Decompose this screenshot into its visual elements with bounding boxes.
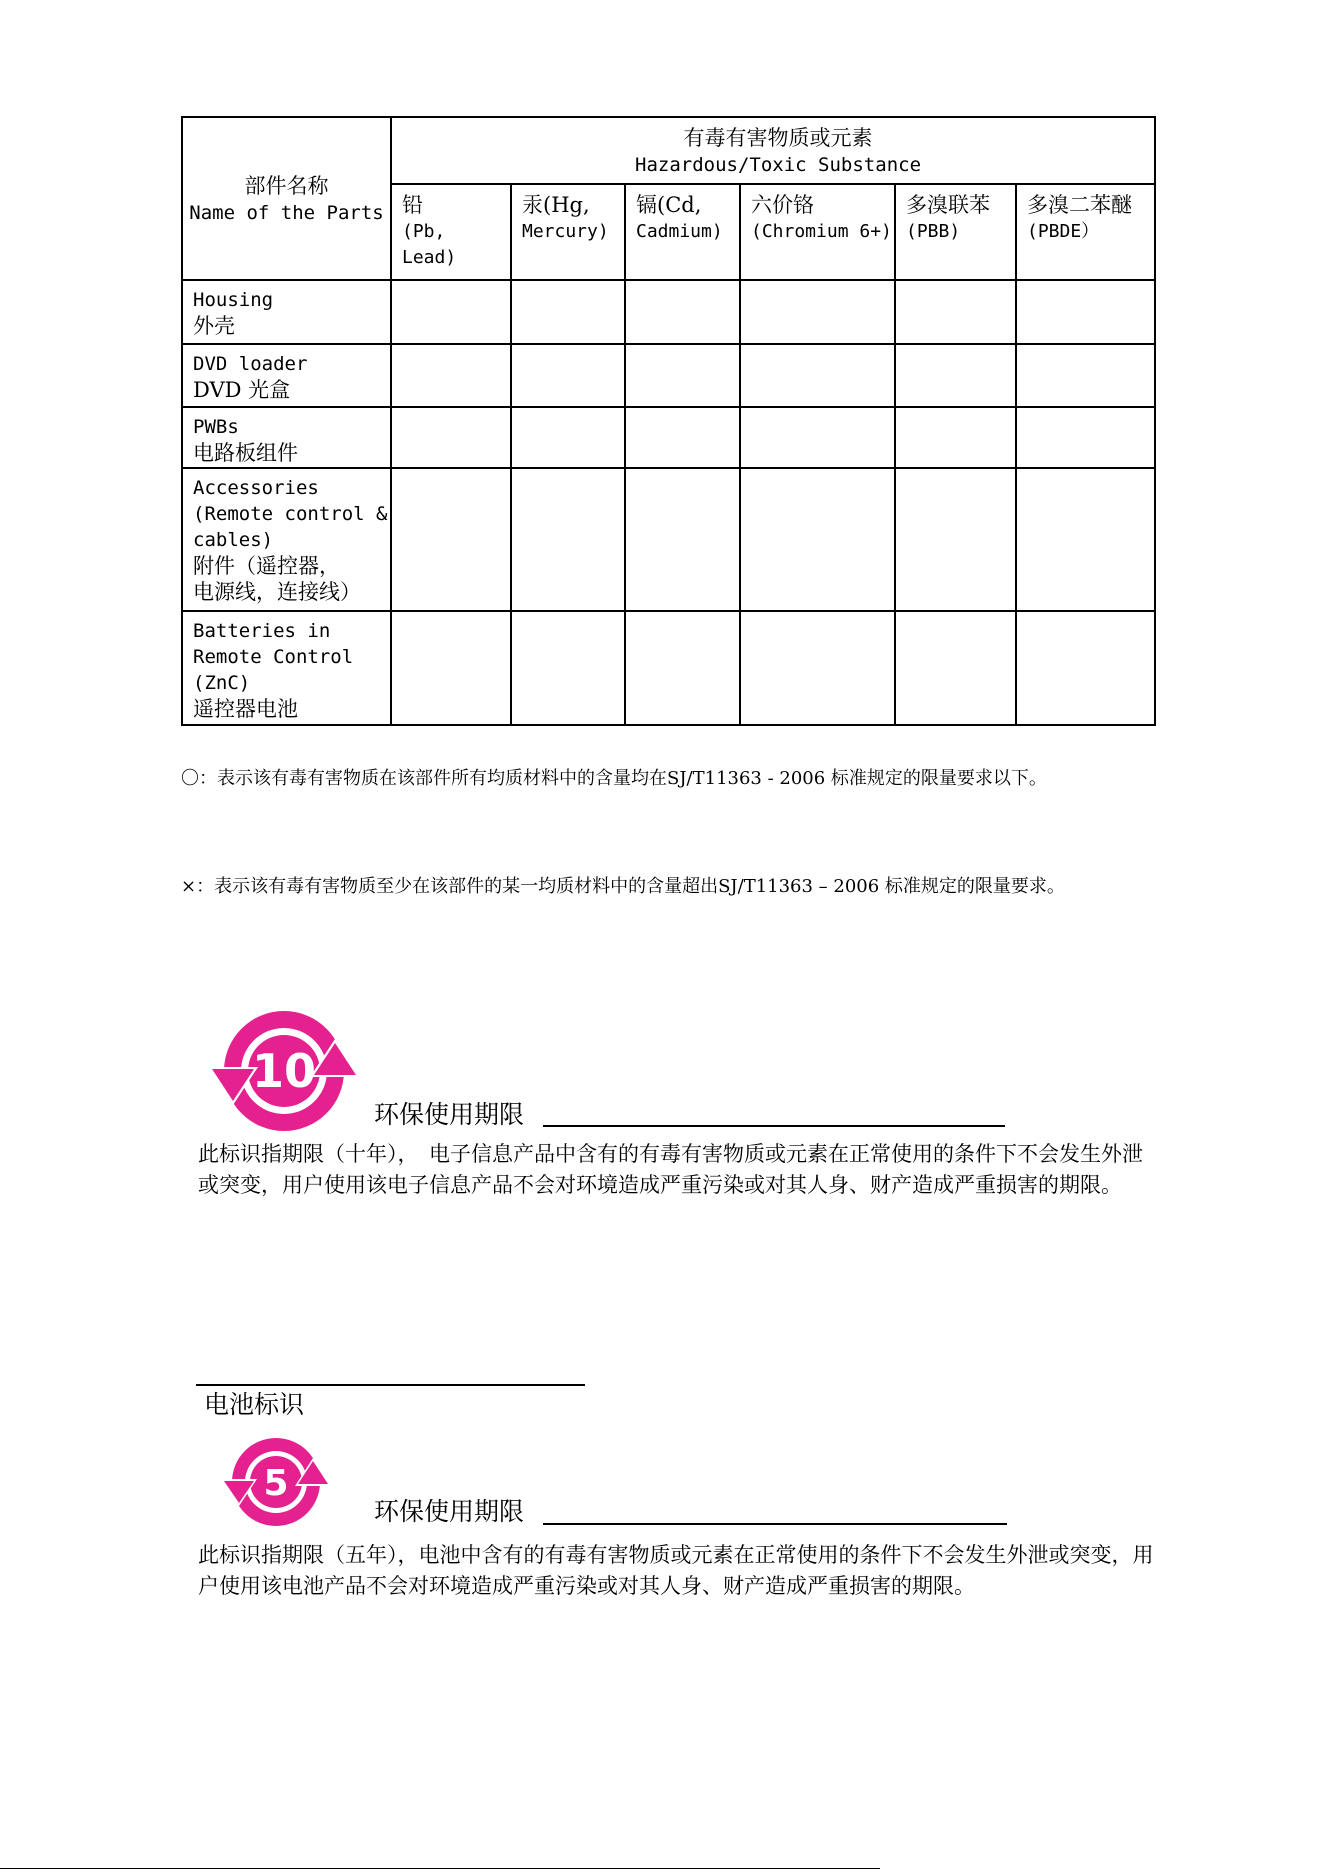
table-cell [391,468,511,611]
part-name-cell: Housing 外壳 [182,280,391,344]
table-row [182,611,1155,725]
substance-header-en: Hazardous/Toxic Substance [635,154,922,176]
parts-header-cn: 部件名称 [244,173,329,198]
table-cell [511,344,625,407]
table-cell [511,611,625,725]
table-cell [895,407,1016,468]
table-cell [895,468,1016,611]
table-row [182,407,1155,468]
substance-header-lead: 铅 (Pb, Lead) [391,184,511,280]
note-compliant: 〇：表示该有毒有害物质在该部件所有均质材料中的含量均在SJ/T11363 - 2006 标准规定的限量要求以下。 [181,768,1047,789]
battery-period-title: 环保使用期限 [374,1497,525,1526]
table-cell [391,407,511,468]
epup-5-number: 5 [263,1463,289,1504]
table-row [182,280,1155,344]
table-cell [511,407,625,468]
page-bottom-rule [0,1868,880,1869]
battery-title-underline [543,1523,1007,1525]
table-cell [625,344,740,407]
battery-section-title: 电池标识 [204,1390,305,1419]
hazardous-substance-table [181,116,1156,726]
battery-description: 此标识指期限（五年），电池中含有的有毒有害物质或元素在正常使用的条件下不会发生外泄或突变，用户使用该电池产品不会对环境造成严重污染或对其人身、财产造成严重损害的期限。 [198,1543,1154,1598]
table-cell [391,344,511,407]
table-cell [895,280,1016,344]
substance-header-mercury: 汞(Hg, Mercury) [511,184,625,280]
table-cell [511,468,625,611]
substance-header-pbde: 多溴二苯醚 (PBDE） [1016,184,1155,280]
note-exceeds: ×：表示该有毒有害物质至少在该部件的某一均质材料中的含量超出SJ/T11363 – 2006 标准规定的限量要求。 [181,876,1065,897]
parts-name-header [182,117,391,280]
table-row [182,468,1155,611]
part-name-cell: Accessories (Remote control & cables) 附件（遥控器， 电源线，连接线） [182,468,391,611]
substance-header-cadmium: 镉(Cd, Cadmium) [625,184,740,280]
part-name-cell: Batteries in Remote Control (ZnC) 遥控器电池 [182,611,391,725]
epup-10-title-underline [543,1125,1005,1127]
substance-header-pbb: 多溴联苯 (PBB) [895,184,1016,280]
battery-section-rule [196,1384,585,1386]
table-cell [391,280,511,344]
substance-group-header [391,117,1155,184]
parts-header-en: Name of the Parts [189,201,384,224]
table-cell [1016,611,1155,725]
part-name-cell: PWBs 电路板组件 [182,407,391,468]
epup-10-title: 环保使用期限 [374,1100,525,1129]
table-cell [1016,407,1155,468]
table-cell [740,611,895,725]
table-cell [625,468,740,611]
table-cell [625,611,740,725]
table-cell [1016,344,1155,407]
table-cell [895,611,1016,725]
table-cell [740,407,895,468]
substance-header-cn: 有毒有害物质或元素 [683,126,873,150]
table-cell [895,344,1016,407]
epup-10-number: 10 [251,1044,317,1098]
table-cell [1016,468,1155,611]
table-cell [625,280,740,344]
table-cell [740,280,895,344]
substance-header-chromium: 六价铬 (Chromium 6+) [740,184,895,280]
epup-10-logo-icon [208,1005,360,1138]
table-cell [1016,280,1155,344]
table-cell [740,344,895,407]
table-cell [511,280,625,344]
epup-10-description: 此标识指期限（十年）， 电子信息产品中含有的有毒有害物质或元素在正常使用的条件下不会发生外泄或突变，用户使用该电子信息产品不会对环境造成严重污染或对其人身、财产造成严重损害的期限。 [198,1142,1143,1197]
epup-5-logo-icon [221,1434,331,1530]
table-cell [625,407,740,468]
part-name-cell: DVD loader DVD 光盒 [182,344,391,407]
table-row [182,344,1155,407]
table-cell [391,611,511,725]
table-cell [740,468,895,611]
